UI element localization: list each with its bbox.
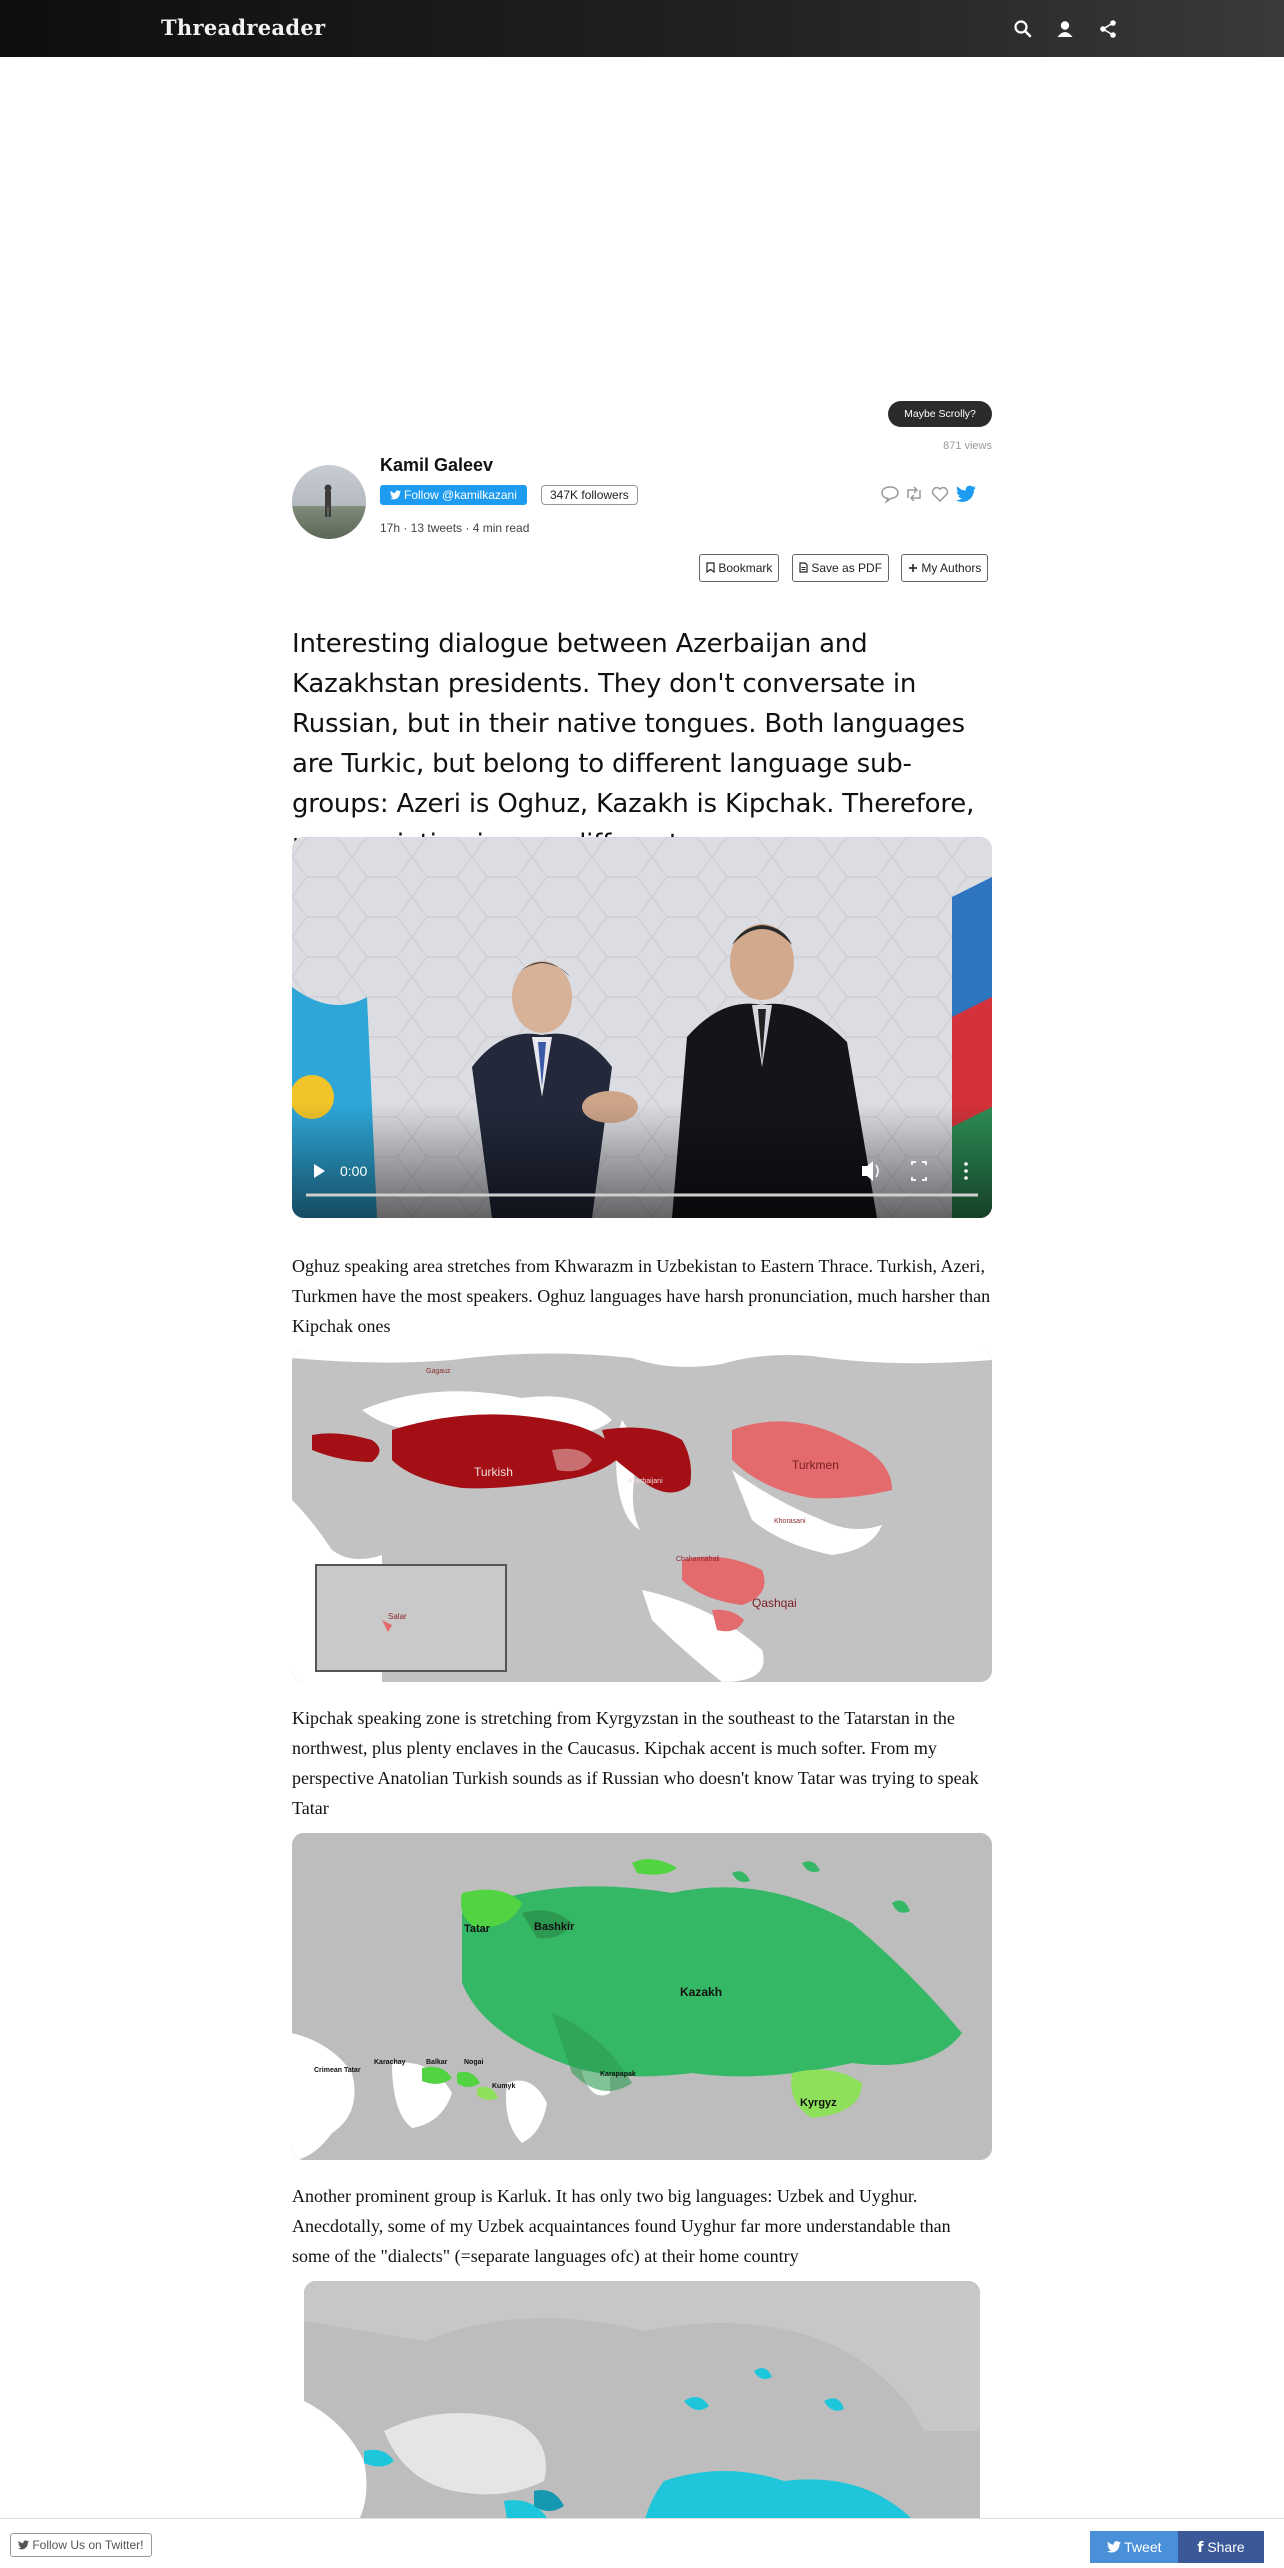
follow-label: Follow @kamilkazani — [404, 488, 517, 502]
map-label-kazakh: Kazakh — [680, 1985, 723, 1999]
thread-paragraph-3: Another prominent group is Karluk. It has only two big languages: Uzbek and Uyghur. Anecdotally, some of my Uzbek acquaintances found Uyghur far more understandable than some of the "dialects" (=separate languages ofc) at their home country — [292, 2186, 951, 2266]
follow-us-twitter-button[interactable] — [10, 2533, 152, 2557]
bookmark-label: Bookmark — [718, 561, 773, 575]
map-label-kumyk: Kumyk — [492, 2083, 516, 2090]
share-label: Share — [1207, 2539, 1245, 2555]
map-label-turkish: Turkish — [474, 1465, 513, 1479]
map-label-gagauz: Gagauz — [426, 1368, 451, 1375]
thread-lead-text: Interesting dialogue between Azerbaijan and Kazakhstan presidents. They don't conversate in Russian, but in their native tongues. Both languages are Turkic, but belong to different language sub-groups: Azeri is Oghuz, Kazakh is Kipchak. Therefore, — [292, 629, 975, 819]
map-label-turkmen: Turkmen — [792, 1458, 839, 1472]
my-authors-label: My Authors — [921, 561, 982, 575]
more-options-icon[interactable] — [964, 1162, 968, 1180]
map-label-azerbaijani: Azerbaijani — [628, 1478, 663, 1485]
map-label-bashkir: Bashkir — [534, 1921, 575, 1933]
map-label-khorasani: Khorasani — [774, 1518, 806, 1525]
search-icon[interactable] — [1012, 18, 1034, 40]
tweet-button[interactable] — [1090, 2531, 1178, 2563]
save-pdf-label: Save as PDF — [811, 561, 883, 575]
thread-paragraph-1: Oghuz speaking area stretches from Khwarazm in Uzbekistan to Eastern Thrace. Turkish, Azeri, Turkmen have the most speakers. Oghuz languages have harsh pronunciation, much harsher than Kipchak ones — [292, 1256, 991, 1336]
map-label-karapapak: Karapapak — [600, 2071, 636, 2078]
twitter-bird-icon[interactable] — [956, 484, 978, 506]
reply-icon[interactable] — [880, 484, 902, 506]
twitter-icon — [18, 2540, 29, 2550]
followers-badge: 347K followers — [541, 485, 638, 505]
map-label-qashqai: Qashqai — [752, 1596, 797, 1610]
map-label-salar: Salar — [388, 1612, 407, 1621]
view-count: 871 views — [943, 440, 992, 452]
map-label-tatar: Tatar — [464, 1923, 491, 1935]
kipchak-map-image[interactable] — [292, 1833, 992, 2160]
maybe-scrolly-button[interactable]: Maybe Scrolly? — [888, 401, 992, 427]
file-icon — [799, 562, 808, 573]
bottom-bar — [0, 2518, 1284, 2568]
twitter-icon — [1107, 2541, 1121, 2553]
avatar[interactable] — [292, 465, 366, 539]
map-label-kyrgyz: Kyrgyz — [800, 2097, 837, 2109]
bookmark-icon — [706, 562, 715, 573]
oghuz-map-image[interactable] — [292, 1350, 992, 1682]
author-name[interactable]: Kamil Galeev — [380, 455, 494, 475]
thread-meta: 17h · 13 tweets · 4 min read — [380, 521, 530, 535]
follow-us-label: Follow Us on Twitter! — [32, 2538, 144, 2552]
follow-button[interactable] — [380, 485, 527, 505]
map-label-balkar: Balkar — [426, 2059, 448, 2066]
facebook-icon: f — [1197, 2540, 1204, 2556]
video-time: 0:00 — [340, 1163, 368, 1179]
map-label-karachay: Karachay — [374, 2059, 406, 2066]
twitter-icon — [390, 490, 401, 500]
bookmark-button[interactable] — [699, 554, 779, 582]
retweet-icon[interactable] — [904, 484, 926, 506]
thread-paragraph-2: Kipchak speaking zone is stretching from Kyrgyzstan in the southeast to the Tatarstan in the northwest, plus plenty enclaves in the Caucasus. Kipchak accent is much softer. From my perspective Anatolian Turkish sounds as if Russian who doesn't know Tatar was trying to speak Tatar — [292, 1708, 979, 1818]
facebook-share-button[interactable] — [1178, 2531, 1264, 2563]
my-authors-button[interactable] — [901, 554, 988, 582]
top-bar — [0, 0, 1284, 57]
share-icon[interactable] — [1097, 18, 1119, 40]
user-icon[interactable] — [1054, 18, 1076, 40]
site-logo[interactable]: Threadreader — [161, 15, 326, 40]
map-label-crimean-tatar: Crimean Tatar — [314, 2067, 361, 2074]
map-label-chaharmahali: Chaharmahali — [676, 1556, 720, 1563]
save-pdf-button[interactable] — [792, 554, 889, 582]
like-icon[interactable] — [930, 484, 952, 506]
map-label-nogai: Nogai — [464, 2059, 484, 2066]
video-player[interactable] — [292, 837, 992, 1218]
plus-icon — [908, 563, 918, 573]
tweet-label: Tweet — [1124, 2539, 1162, 2555]
